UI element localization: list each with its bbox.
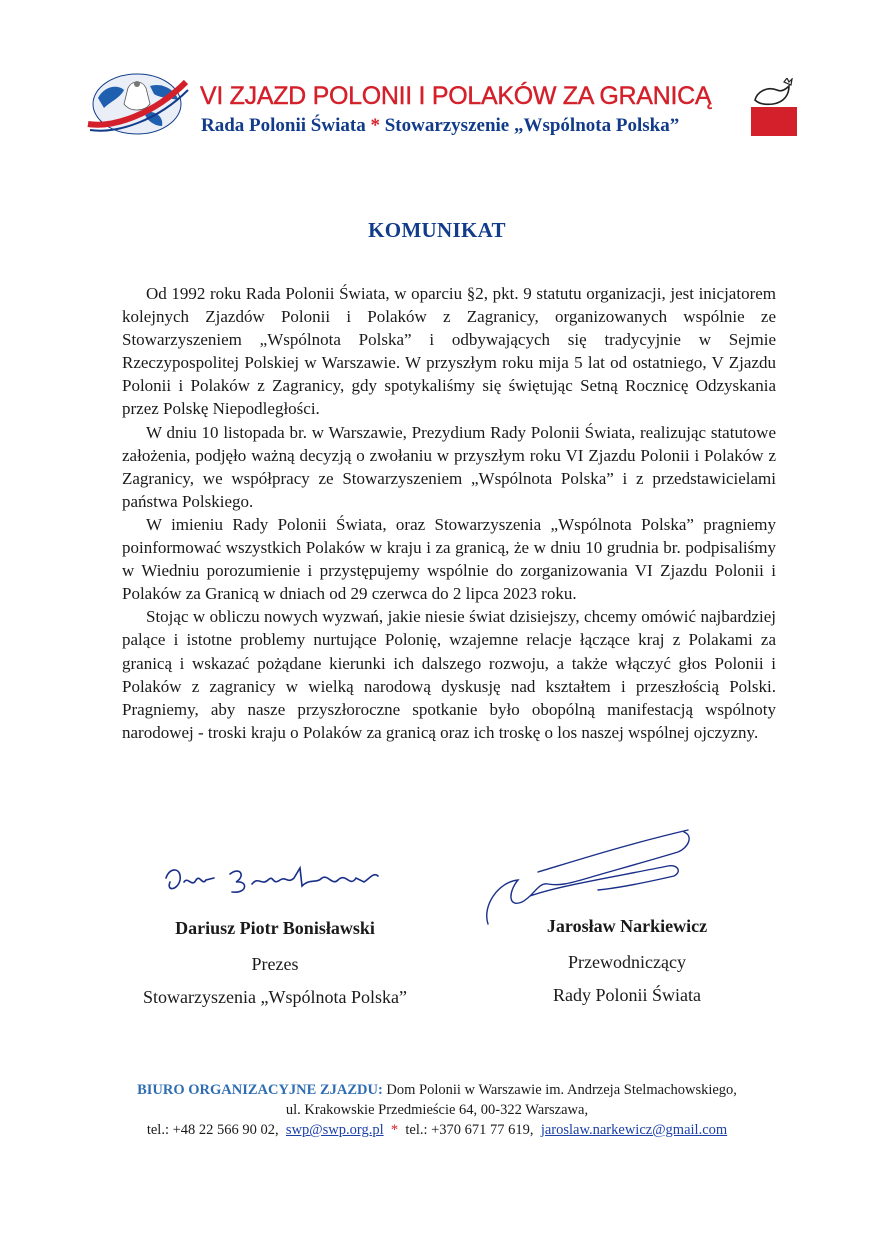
organizer-rada: Rada Polonii Świata — [201, 115, 366, 136]
organizers-line — [201, 115, 679, 137]
signatory-role: Przewodniczący — [568, 952, 686, 972]
signatory-role: Prezes — [251, 954, 299, 974]
organizer-wspolnota: Stowarzyszenie „Wspólnota Polska” — [384, 115, 680, 136]
document-body — [122, 282, 776, 744]
event-title: VI ZJAZD POLONII I POLAKÓW ZA GRANICĄ — [200, 82, 712, 110]
document-heading: KOMUNIKAT — [368, 218, 506, 242]
phone-1: tel.: +48 22 566 90 02, — [146, 1122, 279, 1138]
signatory-organization: Rady Polonii Świata — [553, 985, 701, 1005]
paragraph: W dniu 10 listopada br. w Warszawie, Prezydium Rady Polonii Świata, realizując statutowe założenia, podjęło ważną decyzją o zwołaniu w przyszłym roku VI Zjazdu Polonii i Polaków z Zagranicy, we współpracy ze Stowarzyszeniem „Wspólnota Polska” i z przedstawicielami państwa Polskiego. — [122, 422, 776, 511]
signature-narkiewicz — [478, 826, 698, 926]
footer-street: ul. Krakowskie Przedmieście 64, 00-322 Warszawa, — [285, 1102, 589, 1118]
phone-2: tel.: +370 671 77 619, — [405, 1122, 534, 1138]
footer-address: Dom Polonii w Warszawie im. Andrzeja Stelmachowskiego, — [382, 1082, 737, 1098]
signatory-name: Dariusz Piotr Bonisławski — [175, 918, 375, 938]
email-link-1[interactable]: swp@swp.org.pl — [285, 1122, 384, 1138]
footer-contact — [0, 1080, 874, 1140]
footer-address-line — [0, 1080, 874, 1100]
paragraph: Stojąc w obliczu nowych wyzwań, jakie niesie świat dzisiejszy, chcemy omówić najbardziej palące i istotne problemy nurtujące Polonię, wzajemne relacje łączące kraj z Polakami za granicą i wskazać pożądane kierunki ich dalszego rozwoju, a także włączyć głos Polonii i Polaków z zagranicy w wielką narodową dyskusję nad kształtem i przeszłością Polski. Pragniemy, aby nasze przyszłoroczne spotkanie było obopólną manifestacją wspólnoty narodowej - troski kraju o Polaków za granicą oraz ich troskę o los naszej wspólnej ojczyzny. — [122, 607, 776, 742]
email-link-2[interactable]: jaroslaw.narkewicz@gmail.com — [540, 1122, 728, 1138]
separator-star: * — [370, 115, 380, 136]
paragraph: W imieniu Rady Polonii Świata, oraz Stowarzyszenia „Wspólnota Polska” pragniemy poinformować wszystkich Polaków w kraju i za granicą, że w dniu 10 grudnia br. podpisaliśmy w Wiedniu porozumienie i przystępujemy wspólnie do zorganizowania VI Zjazdu Polonii i Polaków za Granicą w dniach od 29 czerwca do 2 lipca 2023 roku. — [122, 514, 776, 604]
paragraph: Od 1992 roku Rada Polonii Świata, w oparciu §2, pkt. 9 statutu organizacji, jest inicjatorem kolejnych Zjazdów Polonii i Polaków z Zagranicy, organizowanych wspólnie ze Stowarzyszeniem „Wspólnota Polska” i odbywających się tradycyjnie w Sejmie Rzeczypospolitej Polskiej w Warszawie. W przyszłym roku mija 5 lat od ostatniego, V Zjazdu Polonii i Polaków z Zagranicy, gdy spotykaliśmy się świętując Setną Rocznicę Odzyskania przez Polskę Niepodległości. — [122, 284, 776, 419]
wspolnota-polska-logo — [751, 78, 797, 136]
footer-lead: BIURO ORGANIZACYJNE ZJAZDU: — [137, 1082, 383, 1098]
separator-star: * — [390, 1122, 399, 1138]
footer-contacts-line — [0, 1120, 874, 1140]
signatory-organization: Stowarzyszenia „Wspólnota Polska” — [143, 987, 407, 1007]
signatory-name: Jarosław Narkiewicz — [546, 916, 708, 936]
signature-bonislawski — [160, 858, 390, 900]
globe-eagle-logo — [84, 68, 190, 138]
